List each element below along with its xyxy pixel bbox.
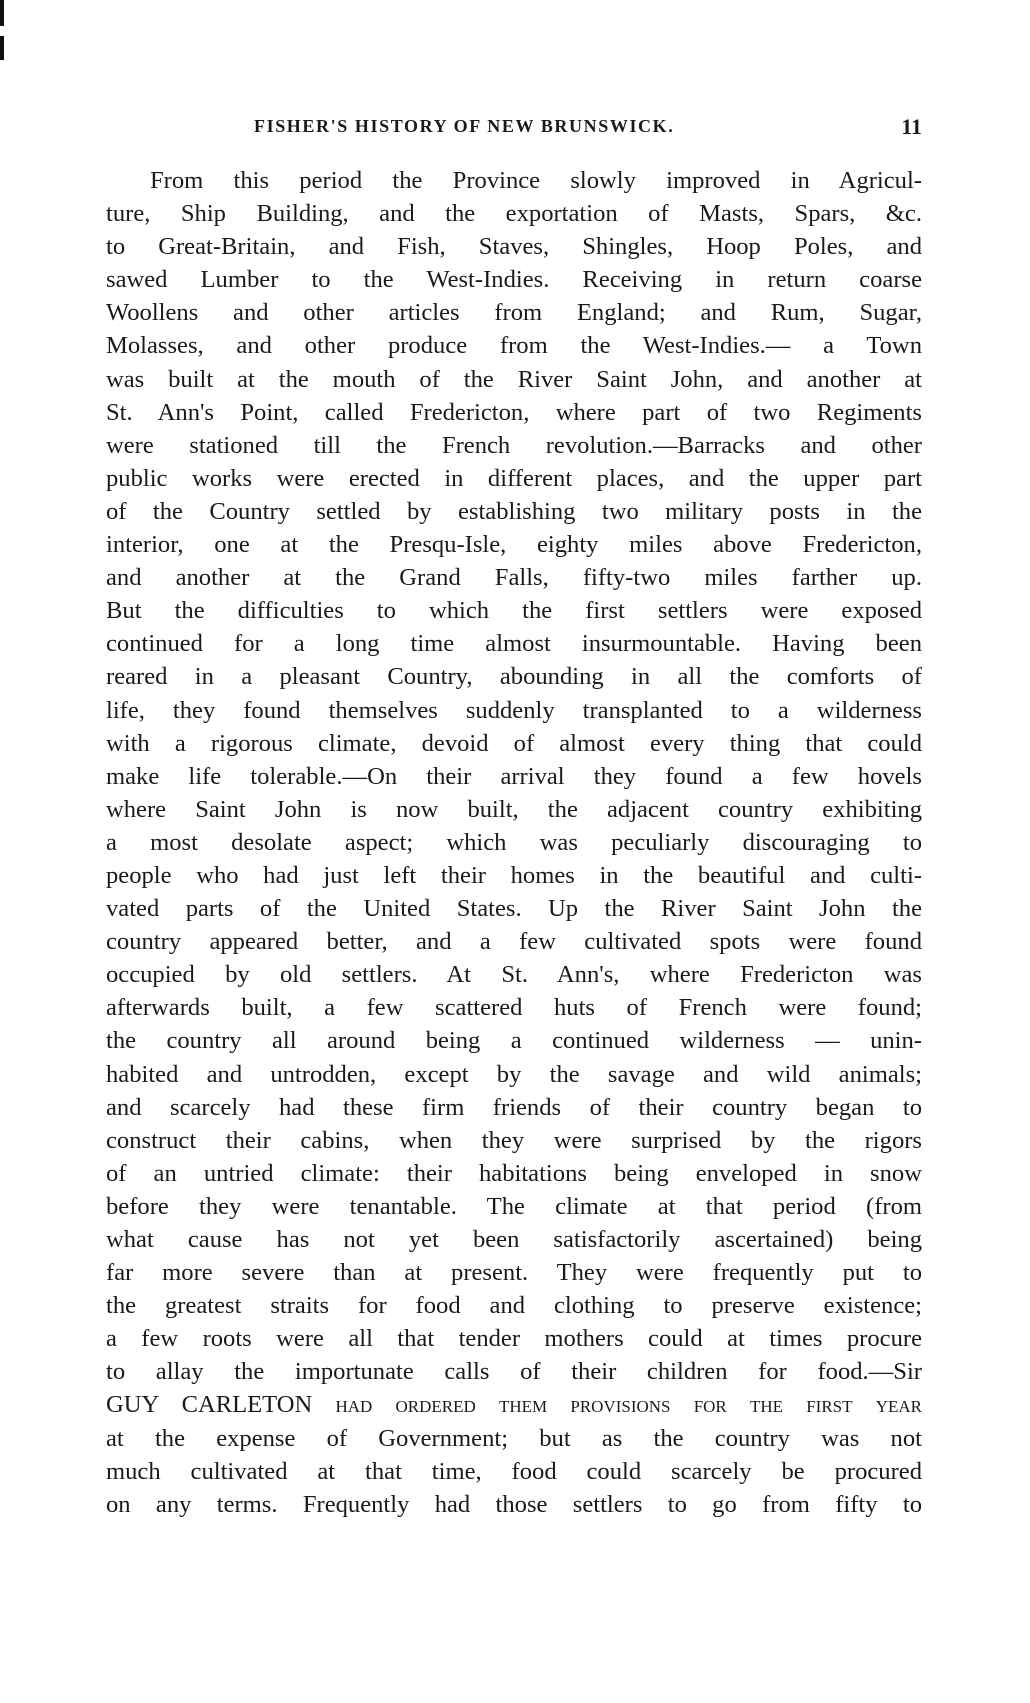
text-line: the greatest straits for food and clothing to preserve existence;	[106, 1292, 922, 1320]
text-line: country appeared better, and a few cultivated spots were found	[106, 928, 922, 956]
text-line: a few roots were all that tender mothers could at times procure	[106, 1325, 922, 1353]
margin-mark	[0, 0, 4, 26]
running-head: FISHER'S HISTORY OF NEW BRUNSWICK.	[254, 116, 675, 136]
text-line: construct their cabins, when they were surprised by the rigors	[106, 1126, 922, 1154]
text-line: to Great-Britain, and Fish, Staves, Shingles, Hoop Poles, and	[106, 233, 922, 261]
text-line: to allay the importunate calls of their children for food.—Sir	[106, 1358, 922, 1386]
text-line: what cause has not yet been satisfactorily ascertained) being	[106, 1226, 922, 1253]
text-line: sawed Lumber to the West-Indies. Receiving in return coarse	[106, 266, 922, 294]
text-line: Woollens and other articles from England; and Rum, Sugar,	[106, 299, 922, 327]
text-line: much cultivated at that time, food could scarcely be procured	[106, 1457, 922, 1485]
text-line: before they were tenantable. The climate at that period (from	[106, 1192, 922, 1220]
text-line: afterwards built, a few scattered huts of French were found;	[106, 994, 922, 1022]
text-line: habited and untrodden, except by the savage and wild animals;	[106, 1060, 922, 1088]
text-line: continued for a long time almost insurmountable. Having been	[106, 630, 922, 658]
margin-mark	[0, 36, 4, 60]
text-line: on any terms. Frequently had those settlers to go from fifty to	[106, 1490, 922, 1518]
text-line: were stationed till the French revolution.—Barracks and other	[106, 431, 922, 459]
text-line: people who had just left their homes in the beautiful and culti-	[106, 861, 922, 889]
text-line: public works were erected in different places, and the upper part	[106, 464, 922, 492]
text-line: make life tolerable.—On their arrival they found a few hovels	[106, 762, 922, 790]
text-line: Molasses, and other produce from the West-Indies.— a Town	[106, 332, 922, 360]
text-line: GUY CARLETON had ordered them provisions for the first year	[106, 1391, 922, 1419]
page-header	[106, 114, 922, 142]
text-line: of the Country settled by establishing two military posts in the	[106, 497, 922, 525]
text-line: at the expense of Government; but as the country was not	[106, 1424, 922, 1452]
text-line: and another at the Grand Falls, fifty-two miles farther up.	[106, 564, 922, 592]
text-line: reared in a pleasant Country, abounding in all the comforts of	[106, 663, 922, 691]
text-line: far more severe than at present. They were frequently put to	[106, 1259, 922, 1287]
text-line: ture, Ship Building, and the exportation of Masts, Spars, &c.	[106, 200, 922, 228]
text-line: and scarcely had these firm friends of their country began to	[106, 1093, 922, 1121]
body-text	[106, 164, 922, 1521]
text-line: was built at the mouth of the River Saint John, and another at	[106, 365, 922, 393]
text-line: life, they found themselves suddenly transplanted to a wilderness	[106, 696, 922, 724]
text-line: the country all around being a continued wilderness — unin-	[106, 1027, 922, 1055]
page-number: 11	[901, 114, 922, 139]
text-line: St. Ann's Point, called Fredericton, where part of two Regiments	[106, 398, 922, 426]
text-line: where Saint John is now built, the adjacent country exhibiting	[106, 795, 922, 823]
text-line: a most desolate aspect; which was peculiarly discouraging to	[106, 828, 922, 856]
text-line: with a rigorous climate, devoid of almost every thing that could	[106, 729, 922, 757]
text-line: occupied by old settlers. At St. Ann's, where Fredericton was	[106, 961, 922, 989]
text-line: interior, one at the Presqu-Isle, eighty miles above Fredericton,	[106, 531, 922, 559]
text-line: But the difficulties to which the first settlers were exposed	[106, 597, 922, 625]
text-line: From this period the Province slowly improved in Agricul-	[150, 167, 922, 194]
text-line: of an untried climate: their habitations being enveloped in snow	[106, 1159, 922, 1187]
text-line: vated parts of the United States. Up the River Saint John the	[106, 895, 922, 923]
